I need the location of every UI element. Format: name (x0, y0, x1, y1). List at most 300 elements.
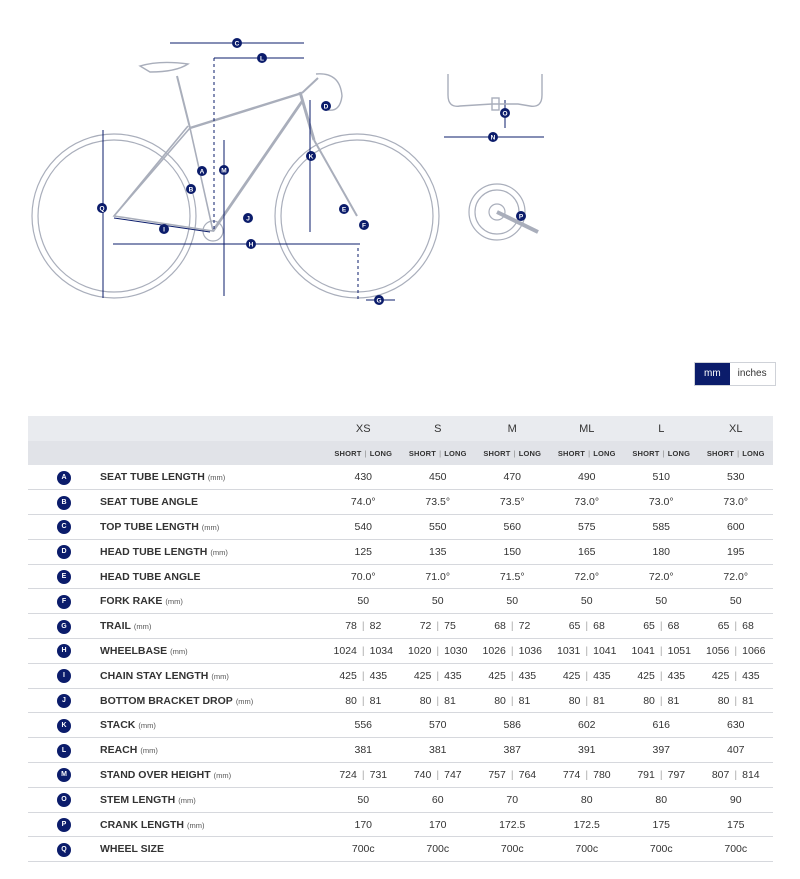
value-separator: | (361, 644, 365, 657)
value-cell (550, 837, 625, 862)
short-value: 425 (562, 669, 581, 682)
parameter-unit: (mm) (140, 746, 158, 756)
long-value: 797 (667, 768, 686, 781)
short-value: 80 (717, 694, 730, 707)
long-label: LONG (518, 448, 542, 458)
value: 125 (354, 545, 373, 558)
parameter-cell (100, 639, 326, 664)
size-header: XL (729, 422, 743, 435)
badge-cell (28, 787, 100, 812)
value-cell (326, 763, 401, 788)
value: 387 (503, 744, 522, 757)
value: 80 (580, 793, 593, 806)
short-value: 1026 (482, 644, 506, 657)
value-cell (550, 589, 625, 614)
value: 570 (428, 719, 447, 732)
value: 170 (354, 818, 373, 831)
badge-cell (28, 564, 100, 589)
measurement-badge: D (57, 545, 71, 559)
short-value: 425 (413, 669, 432, 682)
value-cell (475, 837, 550, 862)
svg-text:E: E (341, 206, 347, 214)
value-cell (326, 564, 401, 589)
bike-geometry-diagram (0, 0, 800, 340)
value-cell (326, 688, 401, 713)
long-label: LONG (369, 448, 393, 458)
short-value: 791 (637, 768, 655, 781)
svg-text:O: O (502, 110, 508, 118)
parameter-cell (100, 713, 326, 738)
parameter-name: STAND OVER HEIGHT (100, 768, 211, 781)
value-cell (550, 713, 625, 738)
value-separator: | (361, 669, 365, 682)
value: 585 (652, 520, 671, 533)
badge-cell (28, 812, 100, 837)
short-label: SHORT (632, 448, 660, 458)
value-cell (550, 465, 625, 490)
variant-header: SHORT | LONG (632, 448, 691, 458)
value-separator: | (659, 694, 663, 707)
short-label: SHORT (408, 448, 437, 458)
badge-cell (28, 837, 100, 862)
short-value: 68 (494, 620, 506, 633)
long-value: 1051 (667, 644, 691, 657)
measurement-badge: G (57, 620, 71, 634)
parameter-name: HEAD TUBE ANGLE (100, 570, 201, 583)
value-separator: | (734, 694, 738, 707)
variant-header: SHORT | LONG (557, 448, 616, 458)
value: 74.0° (350, 496, 376, 509)
value: 50 (357, 595, 370, 608)
value-separator: | (585, 694, 589, 707)
measurement-badge: H (57, 644, 71, 658)
value: 170 (428, 818, 447, 831)
svg-text:L: L (260, 55, 264, 63)
svg-text:I: I (163, 226, 165, 234)
value-separator: | (436, 620, 440, 633)
badge-cell (28, 763, 100, 788)
parameter-name: TRAIL (100, 620, 131, 633)
long-value: 68 (593, 620, 605, 633)
value-cell (550, 663, 625, 688)
svg-text:D: D (323, 103, 329, 111)
value-cell (699, 663, 774, 688)
parameter-unit: (mm) (165, 597, 183, 607)
value: 700c (500, 843, 524, 856)
value-cell (699, 812, 774, 837)
value-cell (699, 515, 774, 540)
short-value: 65 (643, 620, 655, 633)
parameter-cell (100, 663, 326, 688)
value: 556 (354, 719, 373, 732)
value-cell (401, 589, 476, 614)
short-value: 774 (562, 768, 581, 781)
value-cell (699, 589, 774, 614)
value: 586 (503, 719, 522, 732)
size-header: L (658, 422, 665, 435)
long-value: 435 (369, 669, 388, 682)
parameter-name: HEAD TUBE LENGTH (100, 545, 208, 558)
value-cell (550, 688, 625, 713)
value: 490 (577, 471, 596, 484)
parameter-name: REACH (100, 744, 138, 757)
svg-text:M: M (221, 167, 227, 175)
unit-mm-button[interactable]: mm (695, 363, 730, 385)
value: 135 (428, 545, 447, 558)
value-cell (624, 539, 699, 564)
value: 540 (354, 520, 373, 533)
value-cell (624, 564, 699, 589)
badge-cell (28, 515, 100, 540)
geometry-row (28, 812, 773, 837)
value: 450 (428, 471, 447, 484)
geometry-row (28, 589, 773, 614)
value-cell (550, 812, 625, 837)
geometry-row (28, 614, 773, 639)
value-cell (624, 738, 699, 763)
measurement-badge: Q (57, 843, 71, 857)
measurement-badge: A (57, 471, 71, 485)
value-cell (475, 787, 550, 812)
value-cell (401, 837, 476, 862)
long-value: 435 (742, 669, 760, 682)
long-value: 81 (444, 694, 456, 707)
long-value: 764 (518, 768, 537, 781)
measurement-badge: O (57, 793, 71, 807)
measurement-badge: B (57, 496, 71, 510)
value-cell (475, 812, 550, 837)
parameter-unit: (mm) (211, 671, 229, 681)
parameter-unit: (mm) (178, 795, 196, 805)
header-spacer (28, 441, 326, 465)
value: 70 (506, 793, 519, 806)
value: 90 (729, 793, 742, 806)
short-label: SHORT (334, 448, 362, 458)
svg-text:C: C (234, 40, 240, 48)
unit-inches-button[interactable]: inches (730, 363, 775, 385)
badge-cell (28, 614, 100, 639)
short-label: SHORT (706, 448, 735, 458)
value: 600 (726, 520, 745, 533)
value-separator: | (734, 644, 738, 657)
parameter-name: SEAT TUBE ANGLE (100, 496, 199, 509)
value-cell (699, 564, 774, 589)
short-value: 65 (568, 620, 581, 633)
value-cell (401, 539, 476, 564)
value-cell (401, 614, 476, 639)
badge-cell (28, 539, 100, 564)
value: 550 (428, 520, 447, 533)
value-cell (401, 763, 476, 788)
long-value: 75 (444, 620, 456, 633)
value-cell (326, 614, 401, 639)
value: 175 (726, 818, 745, 831)
long-label: LONG (444, 448, 467, 458)
parameter-cell (100, 490, 326, 515)
measurement-badge: P (57, 818, 71, 832)
parameter-cell (100, 564, 326, 589)
value: 50 (506, 595, 519, 608)
value-cell (326, 639, 401, 664)
value-cell (699, 738, 774, 763)
parameter-cell (100, 812, 326, 837)
long-value: 68 (742, 620, 754, 633)
value-cell (475, 713, 550, 738)
long-value: 72 (518, 620, 531, 633)
svg-text:G: G (376, 297, 382, 305)
short-value: 757 (488, 768, 506, 781)
value-cell (624, 763, 699, 788)
svg-text:J: J (246, 215, 250, 223)
value-cell (550, 614, 625, 639)
value-cell (475, 738, 550, 763)
measurement-badge: L (57, 744, 71, 758)
value-separator: | (510, 694, 514, 707)
long-value: 435 (518, 669, 537, 682)
value-separator: | (659, 644, 663, 657)
long-value: 81 (518, 694, 531, 707)
value-cell (475, 663, 550, 688)
value-cell (475, 564, 550, 589)
value-cell (475, 490, 550, 515)
geometry-row (28, 490, 773, 515)
value: 700c (426, 843, 450, 856)
value-separator: | (510, 768, 514, 781)
value-separator: | (659, 669, 663, 682)
value: 700c (724, 843, 748, 856)
value-cell (401, 713, 476, 738)
value: 407 (726, 744, 745, 757)
short-label: SHORT (483, 448, 511, 458)
value-cell (401, 812, 476, 837)
value-cell (624, 465, 699, 490)
value-separator: | (436, 694, 440, 707)
parameter-unit: (mm) (213, 770, 232, 780)
measurement-badge: C (57, 520, 71, 534)
parameter-cell (100, 688, 326, 713)
geometry-row (28, 787, 773, 812)
value-cell (401, 490, 476, 515)
value-cell (475, 688, 550, 713)
value: 50 (580, 595, 593, 608)
long-value: 435 (667, 669, 686, 682)
geometry-row (28, 663, 773, 688)
parameter-name: FORK RAKE (100, 595, 163, 608)
value-separator: | (585, 669, 589, 682)
long-value: 435 (593, 669, 611, 682)
value-cell (401, 639, 476, 664)
short-value: 724 (339, 768, 357, 781)
value-cell (475, 515, 550, 540)
value-cell (401, 663, 476, 688)
value-separator: | (734, 768, 738, 781)
parameter-name: STEM LENGTH (100, 793, 176, 806)
value-cell (624, 515, 699, 540)
value-cell (401, 688, 476, 713)
value-cell (699, 614, 774, 639)
value: 73.0° (723, 496, 749, 509)
parameter-name: SEAT TUBE LENGTH (100, 471, 205, 484)
value: 70.0° (350, 570, 376, 583)
size-header-row (28, 416, 773, 441)
value-cell (550, 639, 625, 664)
badge-cell (28, 490, 100, 515)
value: 175 (652, 818, 671, 831)
short-value: 1031 (557, 644, 581, 657)
long-value: 435 (444, 669, 462, 682)
parameter-cell (100, 763, 326, 788)
value: 560 (503, 520, 522, 533)
short-value: 425 (637, 669, 655, 682)
parameter-cell (100, 515, 326, 540)
value-cell (624, 614, 699, 639)
geometry-row (28, 639, 773, 664)
value-separator: | (361, 620, 365, 633)
value-cell (475, 539, 550, 564)
short-value: 65 (717, 620, 730, 633)
value-separator: | (659, 768, 663, 781)
value: 73.0° (648, 496, 674, 509)
short-value: 80 (419, 694, 432, 707)
parameter-unit: (mm) (170, 646, 188, 656)
svg-text:A: A (199, 168, 205, 176)
long-value: 81 (369, 694, 382, 707)
value-separator: | (734, 669, 738, 682)
geometry-row (28, 539, 773, 564)
value-cell (326, 490, 401, 515)
parameter-unit: (mm) (133, 622, 152, 632)
geometry-row (28, 763, 773, 788)
value: 530 (726, 471, 745, 484)
parameter-name: CHAIN STAY LENGTH (100, 669, 209, 682)
parameter-name: CRANK LENGTH (100, 818, 184, 831)
parameter-cell (100, 787, 326, 812)
value: 80 (655, 793, 668, 806)
value: 72.0° (723, 570, 749, 583)
long-value: 780 (593, 768, 611, 781)
svg-text:B: B (188, 186, 194, 194)
long-label: LONG (667, 448, 691, 458)
unit-toggle (694, 362, 776, 386)
long-value: 1036 (518, 644, 542, 657)
value-cell (699, 539, 774, 564)
value: 50 (729, 595, 742, 608)
value: 381 (428, 744, 447, 757)
badge-cell (28, 589, 100, 614)
short-value: 740 (413, 768, 432, 781)
short-value: 1056 (706, 644, 730, 657)
value: 150 (503, 545, 522, 558)
parameter-unit: (mm) (207, 473, 226, 483)
parameter-cell (100, 589, 326, 614)
value: 172.5 (573, 818, 600, 831)
value-cell (699, 837, 774, 862)
parameter-name: WHEELBASE (100, 644, 168, 657)
value: 180 (652, 545, 671, 558)
value: 60 (431, 793, 444, 806)
parameter-name: STACK (100, 719, 136, 732)
short-value: 80 (494, 694, 506, 707)
long-value: 731 (369, 768, 388, 781)
long-value: 1041 (593, 644, 617, 657)
value-separator: | (659, 620, 663, 633)
value-cell (699, 713, 774, 738)
value-cell (326, 515, 401, 540)
value-cell (699, 639, 774, 664)
short-value: 78 (345, 620, 357, 633)
long-value: 747 (444, 768, 462, 781)
svg-text:H: H (248, 241, 254, 249)
value: 50 (357, 793, 370, 806)
parameter-name: TOP TUBE LENGTH (100, 520, 199, 533)
value: 165 (577, 545, 596, 558)
value-cell (550, 787, 625, 812)
short-value: 807 (711, 768, 730, 781)
long-label: LONG (742, 448, 765, 458)
value: 430 (354, 471, 373, 484)
value: 72.0° (648, 570, 674, 583)
value-separator: | (585, 768, 589, 781)
variant-header: SHORT | LONG (483, 448, 542, 458)
geometry-row (28, 564, 773, 589)
parameter-name: BOTTOM BRACKET DROP (100, 694, 233, 707)
geometry-row (28, 738, 773, 763)
short-value: 1024 (333, 644, 357, 657)
value-cell (326, 812, 401, 837)
size-header: ML (579, 422, 595, 435)
value-cell (475, 639, 550, 664)
value-separator: | (734, 620, 738, 633)
value-cell (550, 515, 625, 540)
long-value: 1030 (444, 644, 468, 657)
measurement-badge: F (57, 595, 71, 609)
value: 73.0° (574, 496, 600, 509)
value: 50 (655, 595, 668, 608)
value: 510 (652, 471, 671, 484)
value: 700c (351, 843, 375, 856)
variant-header-row (28, 441, 773, 465)
value-separator: | (436, 644, 440, 657)
badge-cell (28, 663, 100, 688)
value-cell (475, 589, 550, 614)
badge-cell (28, 688, 100, 713)
parameter-cell (100, 837, 326, 862)
value-cell (326, 539, 401, 564)
badge-cell (28, 465, 100, 490)
value-cell (624, 787, 699, 812)
value: 397 (652, 744, 671, 757)
value: 630 (726, 719, 745, 732)
value: 73.5° (425, 496, 451, 509)
short-value: 72 (419, 620, 432, 633)
svg-text:K: K (308, 153, 314, 161)
parameter-cell (100, 465, 326, 490)
long-value: 1066 (742, 644, 766, 657)
geometry-table-body (28, 465, 773, 862)
long-label: LONG (593, 448, 616, 458)
value-cell (401, 465, 476, 490)
long-value: 814 (742, 768, 760, 781)
long-value: 1034 (369, 644, 393, 657)
measurement-badge: E (57, 570, 71, 584)
value: 700c (649, 843, 673, 856)
geometry-row (28, 515, 773, 540)
value-cell (475, 614, 550, 639)
long-value: 82 (369, 620, 382, 633)
short-value: 80 (568, 694, 581, 707)
geometry-row (28, 837, 773, 862)
value-cell (624, 688, 699, 713)
